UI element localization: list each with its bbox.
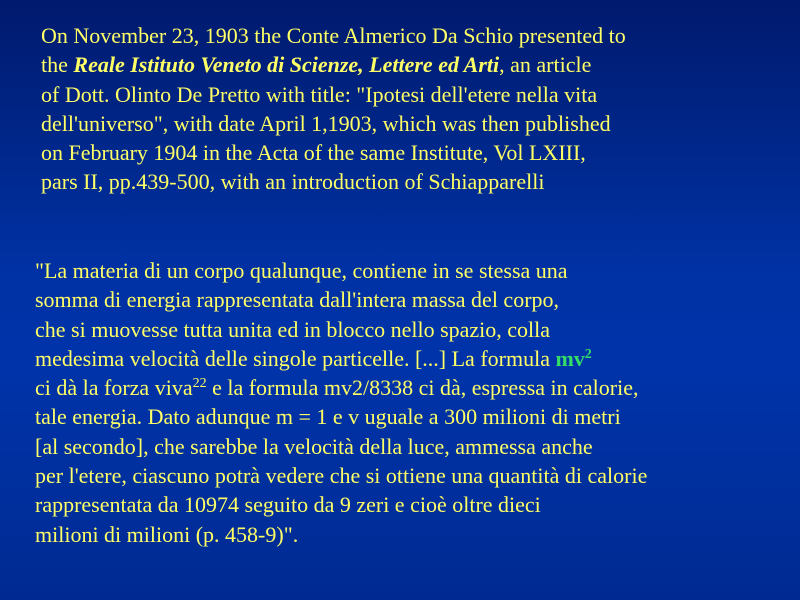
quote-line-4 — [35, 344, 647, 373]
quote-line-7: [al secondo], che sarebbe la velocità della luce, ammessa anche — [35, 433, 593, 459]
quote-paragraph — [35, 256, 647, 549]
formula-exponent: 2 — [584, 346, 592, 362]
quote-line-5-prefix: ci dà la forza viva — [35, 375, 193, 401]
intro-line-2-prefix: the — [41, 52, 74, 78]
intro-line-1: On November 23, 1903 the Conte Almerico Da Schio presented to — [41, 23, 626, 48]
intro-line-5: on February 1904 in the Acta of the same Institute, Vol LXIII, — [41, 140, 586, 166]
institute-name: Reale Istituto Veneto di Scienze, Lettere ed Arti — [73, 52, 500, 78]
formula-base: mv — [555, 345, 585, 371]
quote-line-5 — [35, 373, 647, 402]
quote-line-2: somma di energia rappresentata dall'intera massa del corpo, — [35, 287, 560, 313]
formula-mv2 — [555, 346, 591, 371]
quote-line-8: per l'etere, ciascuno potrà vedere che si ottiene una quantità di calorie — [35, 463, 648, 489]
intro-line-2-suffix: , an article — [499, 52, 592, 78]
intro-paragraph — [41, 21, 626, 197]
footnote-marker: 22 — [192, 376, 207, 392]
quote-line-3: che si muovesse tutta unita ed in blocco nello spazio, colla — [35, 316, 551, 342]
quote-line-5-suffix: e la formula mv2/8338 ci dà, espressa in calorie, — [206, 375, 639, 401]
quote-line-1: "La materia di un corpo qualunque, contiene in se stessa una — [35, 258, 568, 283]
quote-line-4-prefix: medesima velocità delle singole particelle. [...] La formula — [35, 345, 556, 371]
quote-line-9: rappresentata da 10974 seguito da 9 zeri e cioè oltre dieci — [35, 492, 541, 518]
intro-line-2 — [41, 50, 626, 79]
intro-line-4: dell'universo", with date April 1,1903, which was then published — [41, 110, 611, 136]
quote-line-6: tale energia. Dato adunque m = 1 e v uguale a 300 milioni di metri — [35, 404, 621, 430]
intro-line-3: of Dott. Olinto De Pretto with title: "Ipotesi dell'etere nella vita — [41, 81, 598, 107]
intro-line-6: pars II, pp.439-500, with an introduction of Schiapparelli — [41, 169, 545, 195]
quote-line-10: milioni di milioni (p. 458-9)". — [35, 521, 299, 547]
